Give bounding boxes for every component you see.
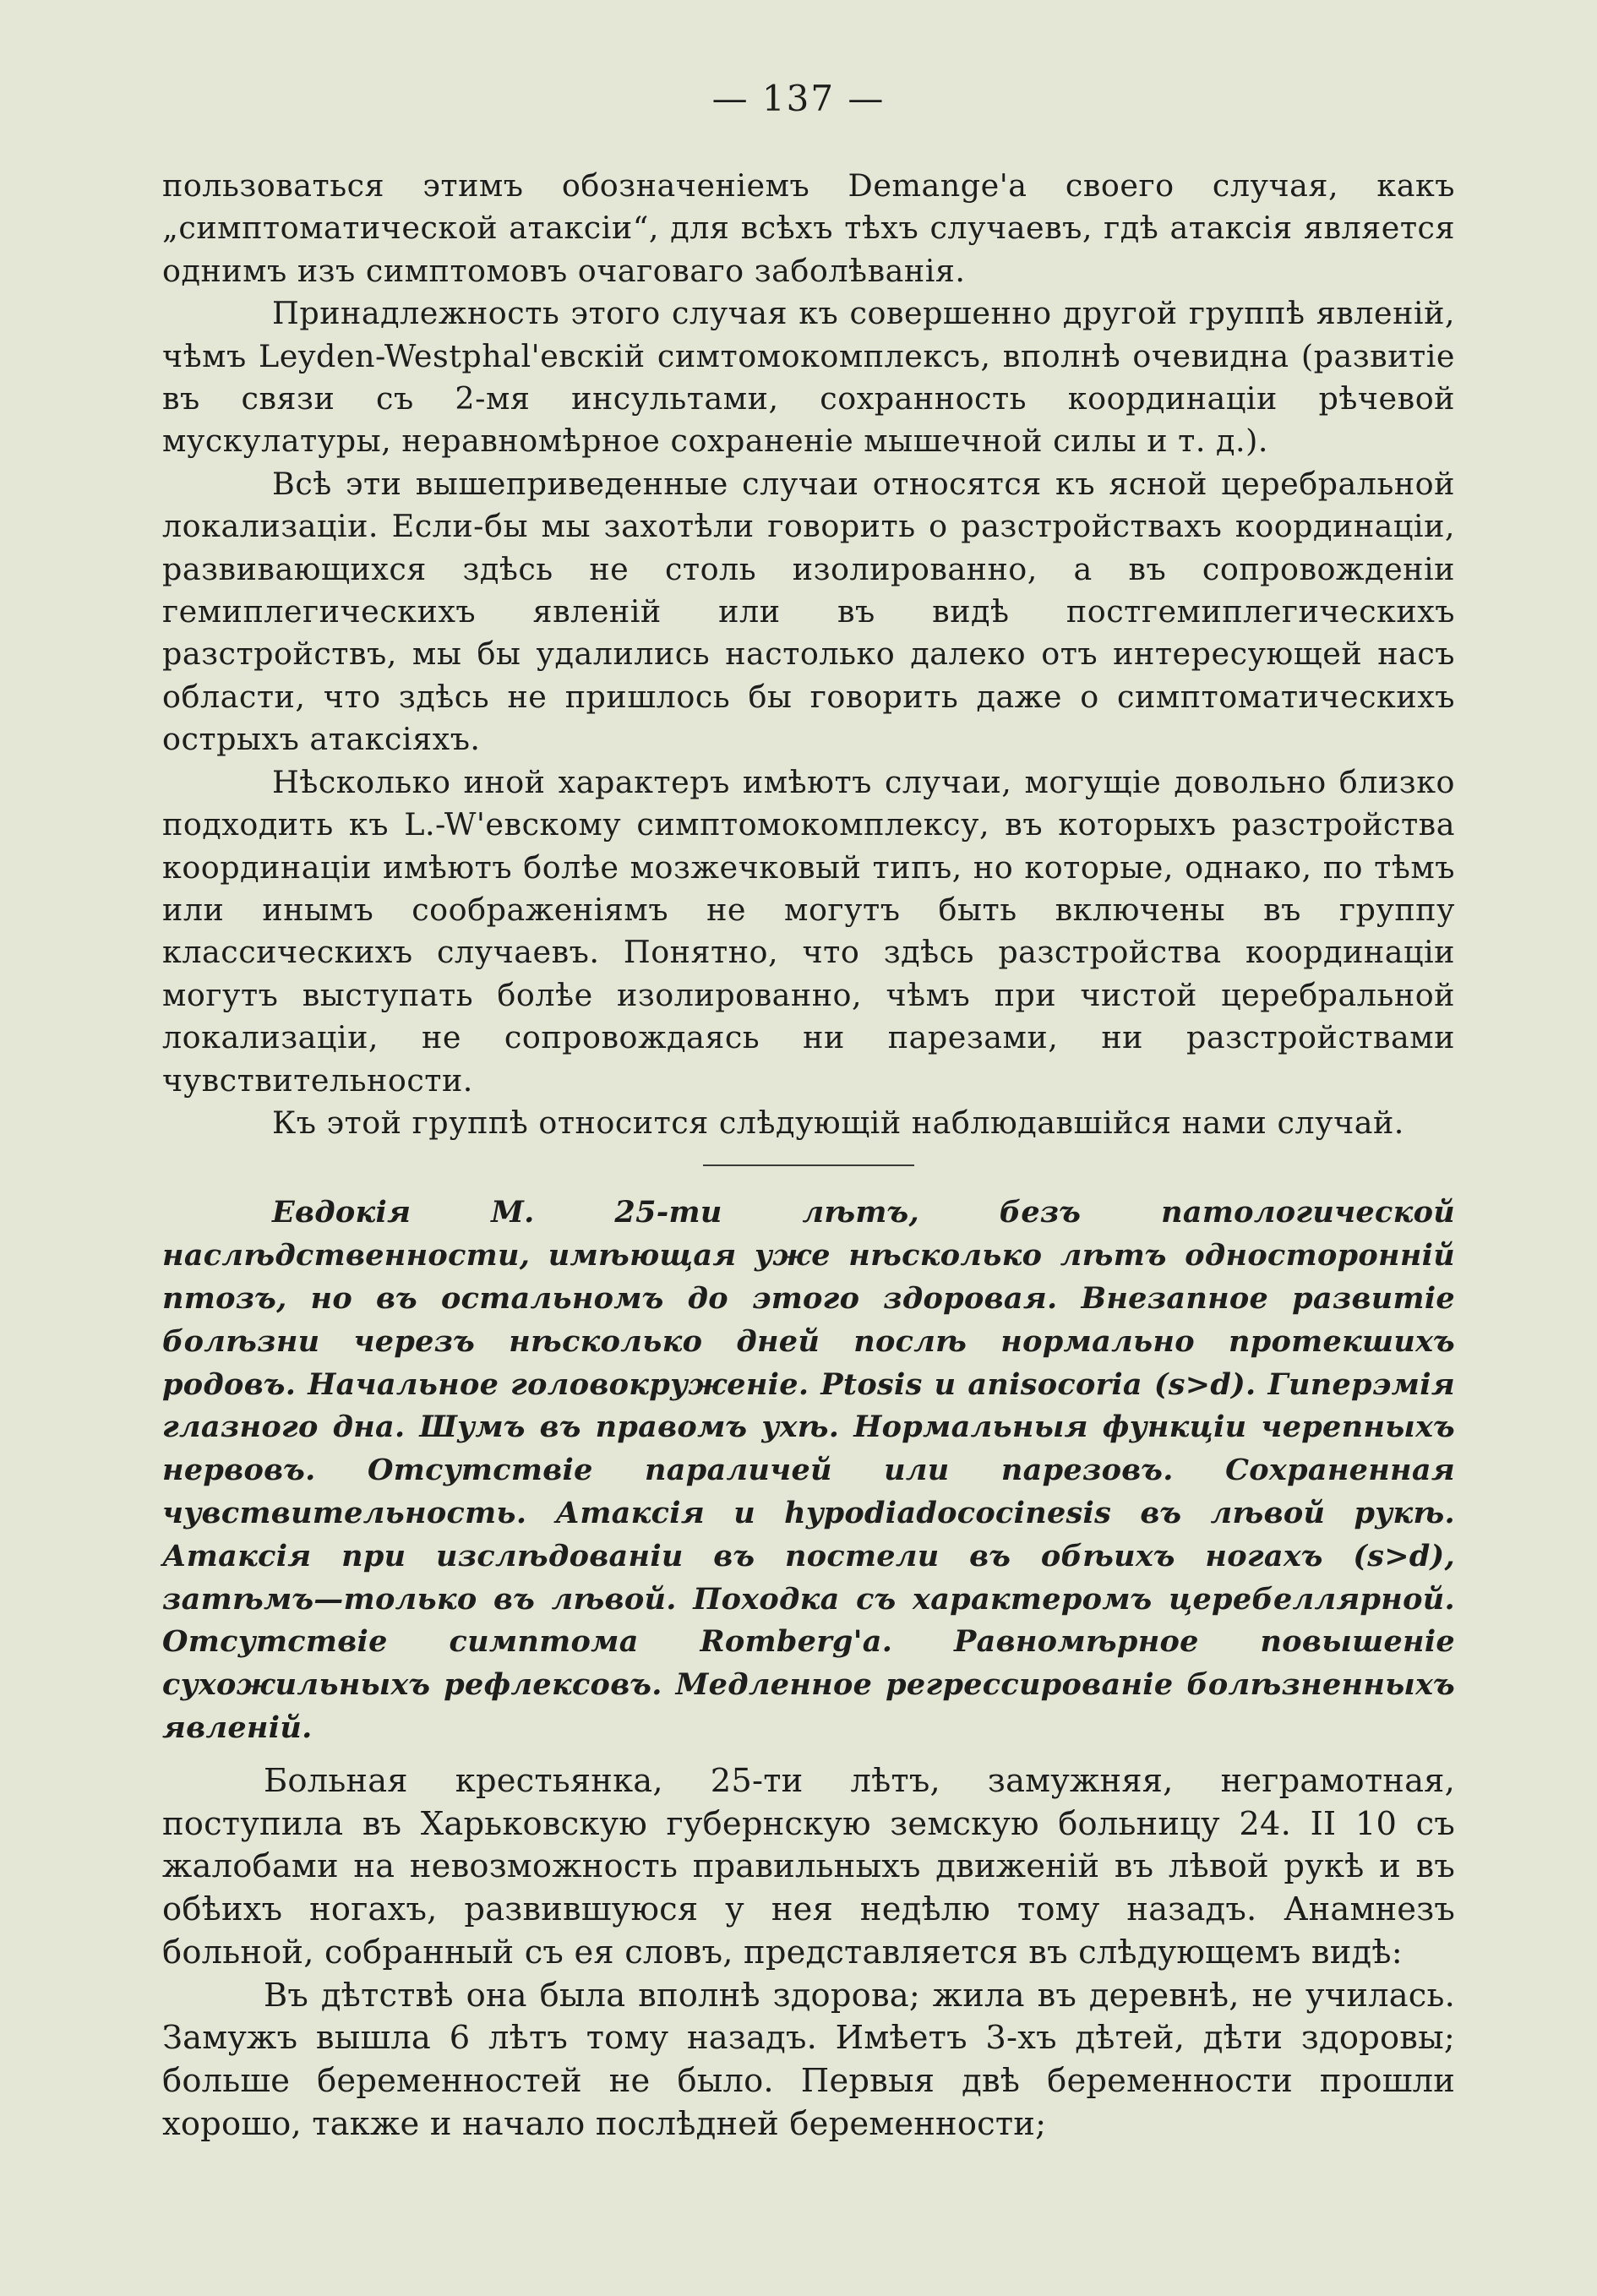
main-text [162,165,1455,1144]
paragraph: Принадлежность этого случая къ совершенно другой группѣ явленій, чѣмъ Leyden-Westphal'евскій симтомокомплексъ, вполнѣ очевидна (развитіе въ связи съ 2-мя инсультами, сохранность координаціи рѣчевой мускулатуры, неравномѣрное сохраненіе мышечной силы и т. д.). [162,295,1455,460]
paragraph: Въ дѣтствѣ она была вполнѣ здорова; жила въ деревнѣ, не училась. Замужъ вышла 6 лѣтъ тому назадъ. Имѣетъ 3-хъ дѣтей, дѣти здоровы; больше беременностей не было. Первыя двѣ беременности прошли хорошо, также и начало послѣдней беременности; [162,1976,1455,2144]
case-summary [162,1192,1455,1749]
paragraph: Больная крестьянка, 25-ти лѣтъ, замужняя, неграмотная, поступила въ Харьковскую губернскую земскую больницу 24. II 10 съ жалобами на невозможность правильныхъ движеній въ лѣвой рукѣ и въ обѣихъ ногахъ, развившуюся у нея недѣлю тому назадъ. Анамнезъ больной, собранный съ ея словъ, представляется въ слѣдующемъ видѣ: [162,1761,1455,1972]
paragraph: Къ этой группѣ относится слѣдующій наблюдавшійся нами случай. [272,1104,1404,1141]
page-body [162,165,1455,2146]
case-summary-text: Евдокія М. 25-ти лѣтъ, безъ патологической наслѣдственности, имѣющая уже нѣсколько лѣтъ односторонній птозъ, но въ остальномъ до этого здоровая. Внезапное развитіе болѣзни черезъ нѣсколько дней послѣ нормально протекшихъ родовъ. Начальное головокруженіе. Ptosis и anisocoria (s>d). Гиперэмія глазного дна. Шумъ въ правомъ ухѣ. Нормальныя функціи черепныхъ нервовъ. Отсутствіе параличей или парезовъ. Сохраненная чувствительность. Атаксія и hypodiadococinesis въ лѣвой рукѣ. Атаксія при изслѣдованіи въ постели въ обѣихъ ногахъ (s>d), затѣмъ—только въ лѣвой. Походка съ характеромъ церебеллярной. Отсутствіе симптома Romberg'а. Равномѣрное повышеніе сухожильныхъ рефлексовъ. Медленное регрессированіе болѣзненныхъ явленій. [162,1195,1455,1745]
paragraph: пользоваться этимъ обозначеніемъ Demange'а своего случая, какъ „симптоматической атаксіи“, для всѣхъ тѣхъ случаевъ, гдѣ атаксія является однимъ изъ симптомовъ очаговаго заболѣванія. [162,167,1455,289]
page-number: — 137 — [711,78,886,119]
paragraph: Всѣ эти вышеприведенные случаи относятся къ ясной церебральной локализаціи. Если-бы мы захотѣли говорить о разстройствахъ координаціи, развивающихся здѣсь не столь изолированно, а въ сопровожденіи гемиплегическихъ явленій или въ видѣ постгемиплегическихъ разстройствъ, мы бы удалились настолько далеко отъ интересующей насъ области, что здѣсь не пришлось бы говорить даже о симптоматическихъ острыхъ атаксіяхъ. [162,465,1455,758]
case-description [162,1760,1455,2146]
section-divider [703,1164,914,1166]
paragraph: Нѣсколько иной характеръ имѣютъ случаи, могущіе довольно близко подходить къ L.-W'евскому симптомокомплексу, въ которыхъ разстройства координаціи имѣютъ болѣе мозжечковый типъ, но которые, однако, по тѣмъ или инымъ соображеніямъ не могутъ быть включены въ группу классическихъ случаевъ. Понятно, что здѣсь разстройства координаціи могутъ выступать болѣе изолированно, чѣмъ при чистой церебральной локализаціи, не сопровождаясь ни парезами, ни разстройствами чувствительности. [162,763,1455,1099]
